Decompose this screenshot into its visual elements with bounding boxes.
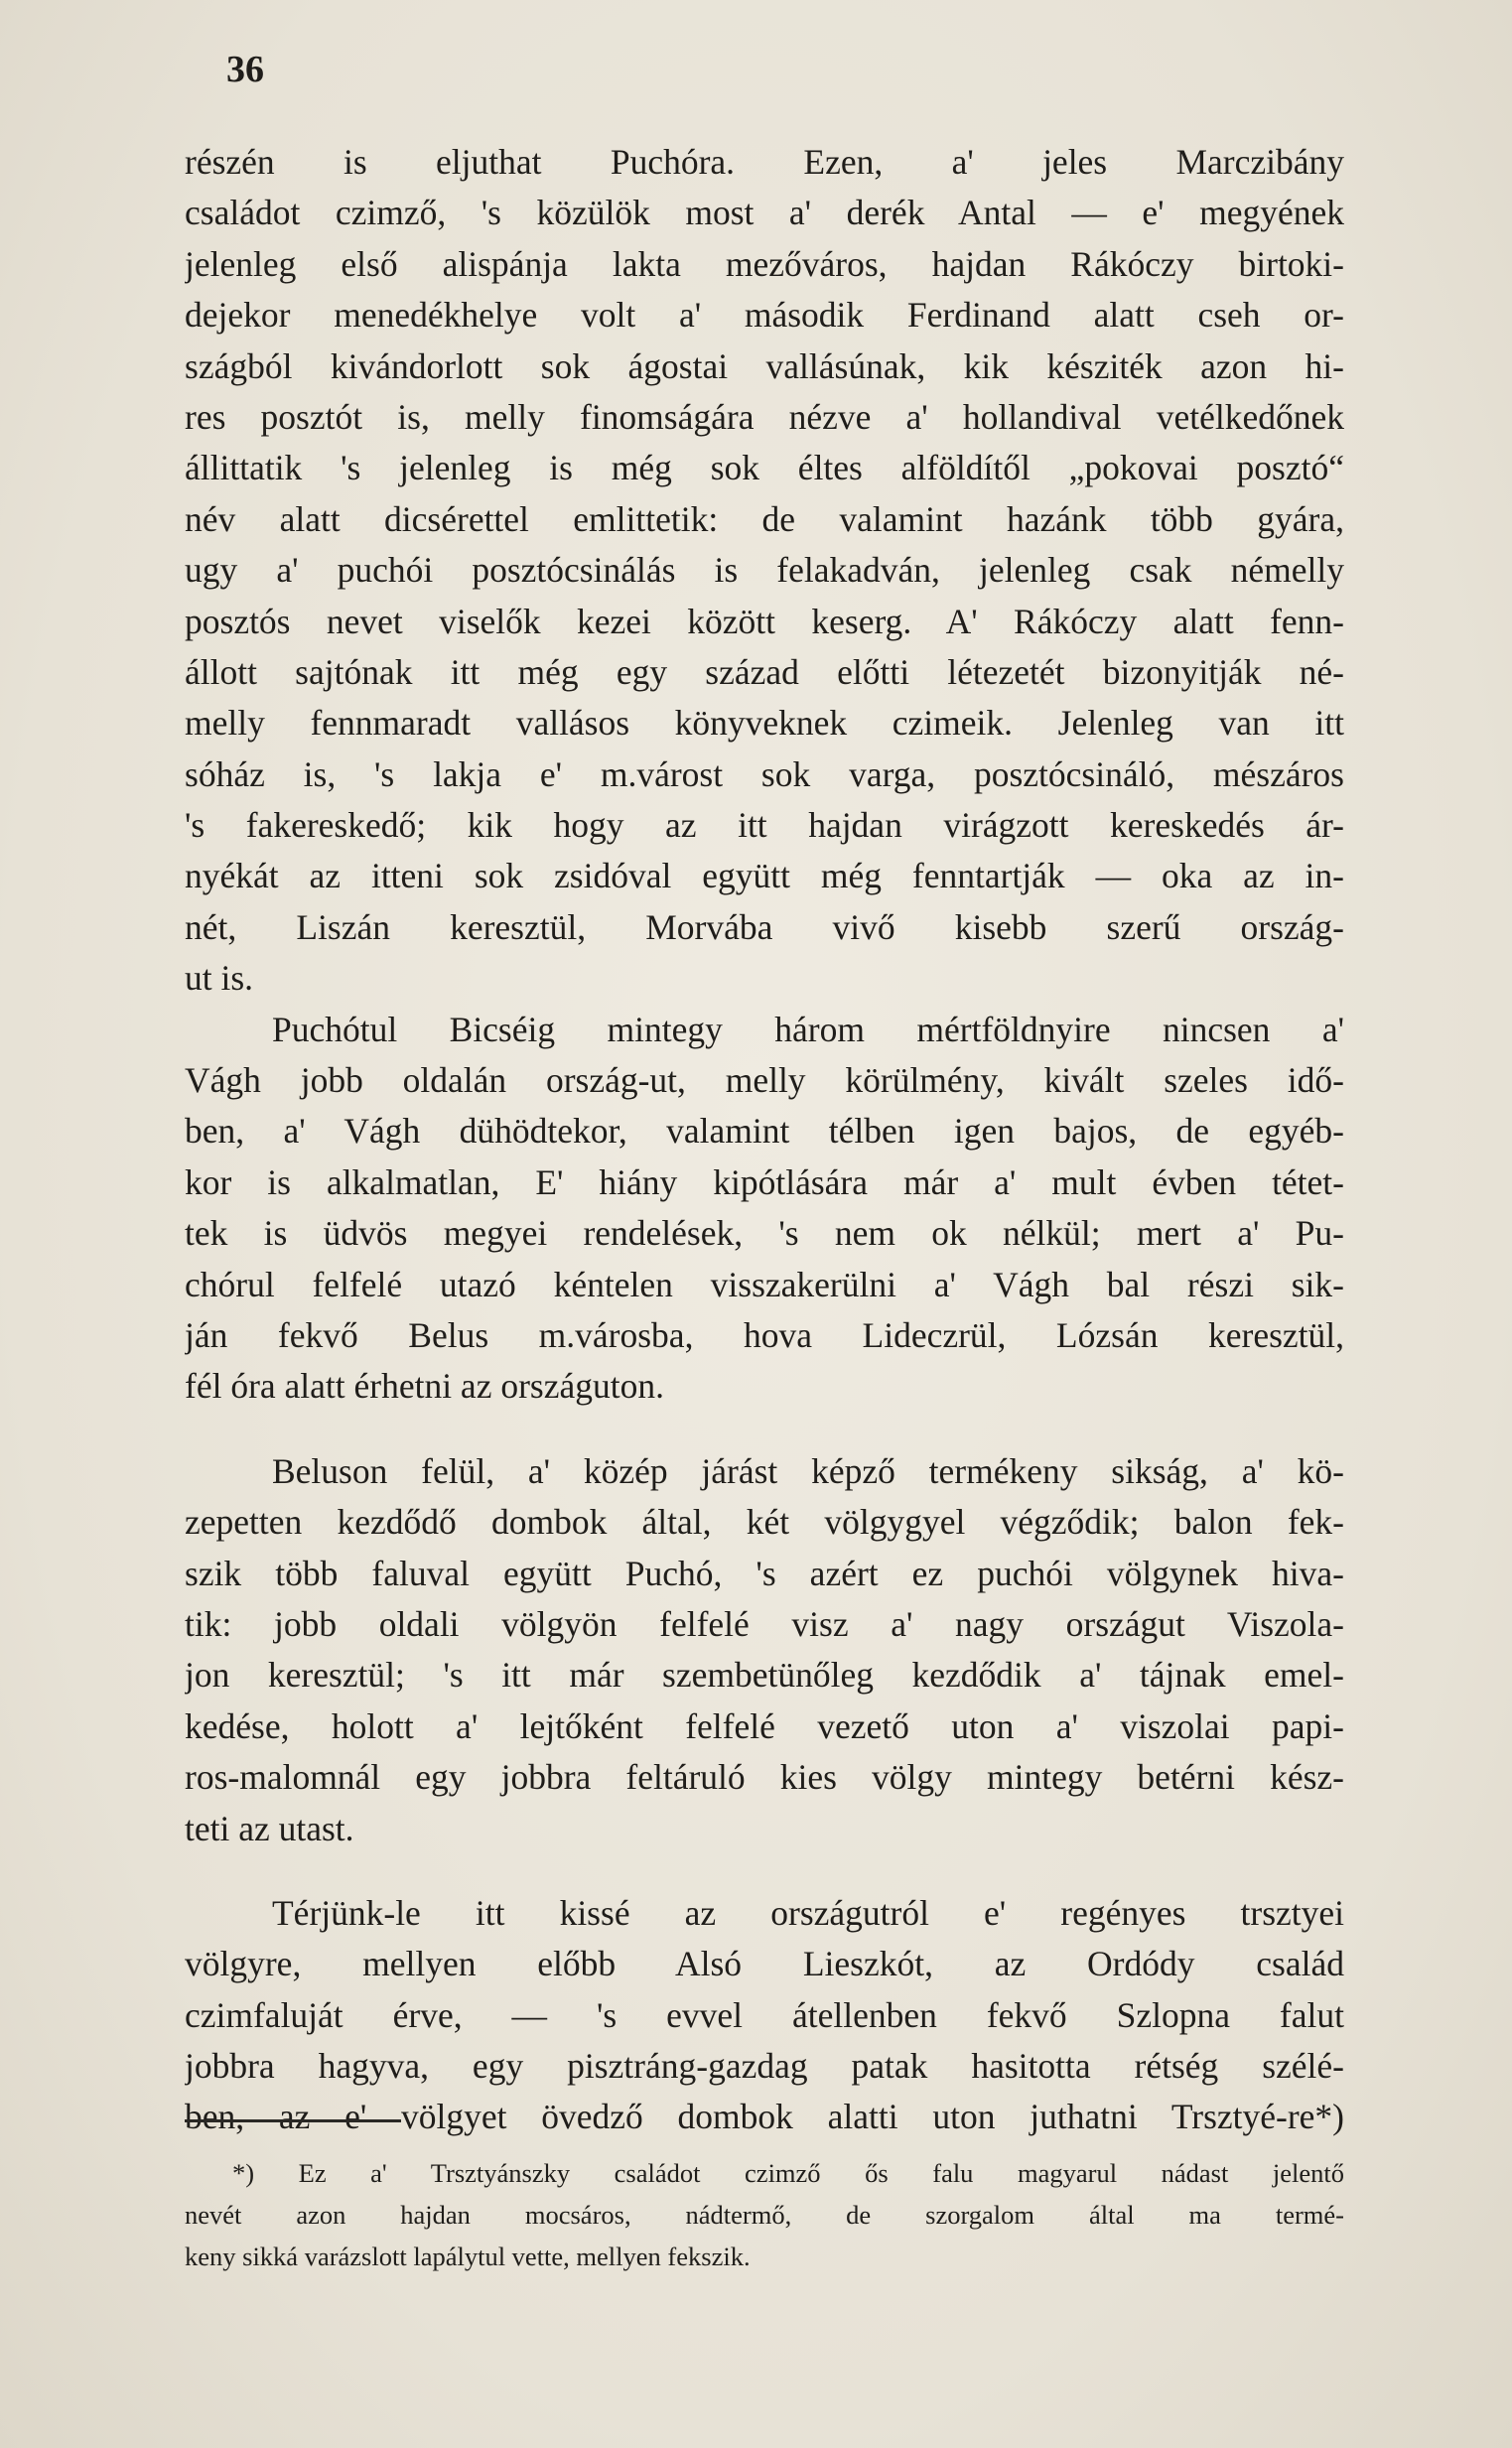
text-line: völgyre, mellyen előbb Alsó Lieszkót, az Ordódy család [185,1944,1344,1984]
text-line: zepetten kezdődő dombok által, két völgygyel végződik; balon fek- [185,1502,1344,1543]
text-line: czimfaluját érve, — 's evvel átellenben fekvő Szlopna falut [185,1994,1344,2035]
text-line: 's fakereskedő; kik hogy az itt hajdan virágzott kereskedés ár- [185,805,1344,846]
text-line: állott sajtónak itt még egy század előtti létezetét bizonyitják né- [185,651,1344,692]
text-line: szágból kivándorlott sok ágostai vallásúnak, kik késziték azon hi- [185,345,1344,386]
text-line: jelenleg első alispánja lakta mezőváros, hajdan Rákóczy birtoki- [185,243,1344,284]
text-line: jobbra hagyva, egy pisztráng-gazdag patak hasitotta rétség szélé- [185,2046,1344,2087]
paragraph-start-line: Puchótul Bicséig mintegy három mértföldnyire nincsen a' [272,1009,1344,1049]
text-line: ros-malomnál egy jobbra feltáruló kies völgy mintegy betérni kész- [185,1757,1344,1798]
text-line: tek is üdvös megyei rendelések, 's nem ok nélkül; mert a' Pu- [185,1213,1344,1254]
paragraph-start-line: Beluson felül, a' közép járást képző termékeny sikság, a' kö- [272,1450,1344,1491]
text-line: nét, Liszán keresztül, Morvába vivő kisebb szerű ország- [185,906,1344,947]
body-text [185,137,1344,2143]
text-line: állittatik 's jelenleg is még sok éltes alföldítől „pokovai posztó“ [185,448,1344,488]
text-line: részén is eljuthat Puchóra. Ezen, a' jeles Marczibány [185,142,1344,182]
text-line: fél óra alatt érhetni az országuton. [185,1366,664,1407]
footnote-line: keny sikká varázslott lapálytul vette, mellyen fekszik. [185,2242,751,2271]
footnote [185,2152,1344,2277]
text-line: név alatt dicsérettel emlittetik: de valamint hazánk több gyára, [185,498,1344,539]
text-line: sóház is, 's lakja e' m.várost sok varga, posztócsináló, mészáros [185,753,1344,794]
text-line: ben, a' Vágh dühödtekor, valamint télben igen bajos, de egyéb- [185,1111,1344,1152]
text-line: ut is. [185,958,254,999]
footnote-divider [185,2119,401,2122]
text-line: dejekor menedékhelye volt a' második Ferdinand alatt cseh or- [185,295,1344,336]
text-line: ben, az e' völgyet övedző dombok alatti uton juthatni Trsztyé-re*) [185,2097,1344,2137]
text-line: melly fennmaradt vallásos könyveknek czimeik. Jelenleg van itt [185,703,1344,744]
text-line: tik: jobb oldali völgyön felfelé visz a' nagy országut Viszola- [185,1603,1344,1644]
text-line: nyékát az itteni sok zsidóval együtt még fenntartják — oka az in- [185,856,1344,896]
text-line: kor is alkalmatlan, E' hiány kipótlására már a' mult évben tétet- [185,1161,1344,1202]
text-line: ugy a' puchói posztócsinálás is felakadván, jelenleg csak némelly [185,550,1344,591]
text-line: Vágh jobb oldalán ország-ut, melly körülmény, kivált szeles idő- [185,1060,1344,1101]
text-line: res posztót is, melly finomságára nézve a' hollandival vetélkedőnek [185,396,1344,437]
text-line: kedése, holott a' lejtőként felfelé vezető uton a' viszolai papi- [185,1705,1344,1746]
footnote-line: nevét azon hajdan mocsáros, nádtermő, de szorgalom által ma termé- [185,2200,1344,2230]
text-line: családot czimző, 's közülök most a' derék Antal — e' megyének [185,193,1344,233]
paragraph-start-line: Térjünk-le itt kissé az országutról e' regényes trsztyei [272,1892,1344,1933]
text-line: ján fekvő Belus m.városba, hova Lideczrül, Lózsán keresztül, [185,1314,1344,1355]
page-number: 36 [226,49,264,90]
footnote-line: *) Ez a' Trsztyánszky családot czimző ős falu magyarul nádast jelentő [232,2158,1344,2188]
text-line: szik több faluval együtt Puchó, 's azért ez puchói völgynek hiva- [185,1553,1344,1593]
text-line: teti az utast. [185,1808,354,1848]
text-line: chórul felfelé utazó kéntelen visszakerülni a' Vágh bal részi sik- [185,1264,1344,1304]
text-line: jon keresztül; 's itt már szembetünőleg kezdődik a' tájnak emel- [185,1655,1344,1696]
text-line: posztós nevet viselők kezei között keserg. A' Rákóczy alatt fenn- [185,601,1344,641]
